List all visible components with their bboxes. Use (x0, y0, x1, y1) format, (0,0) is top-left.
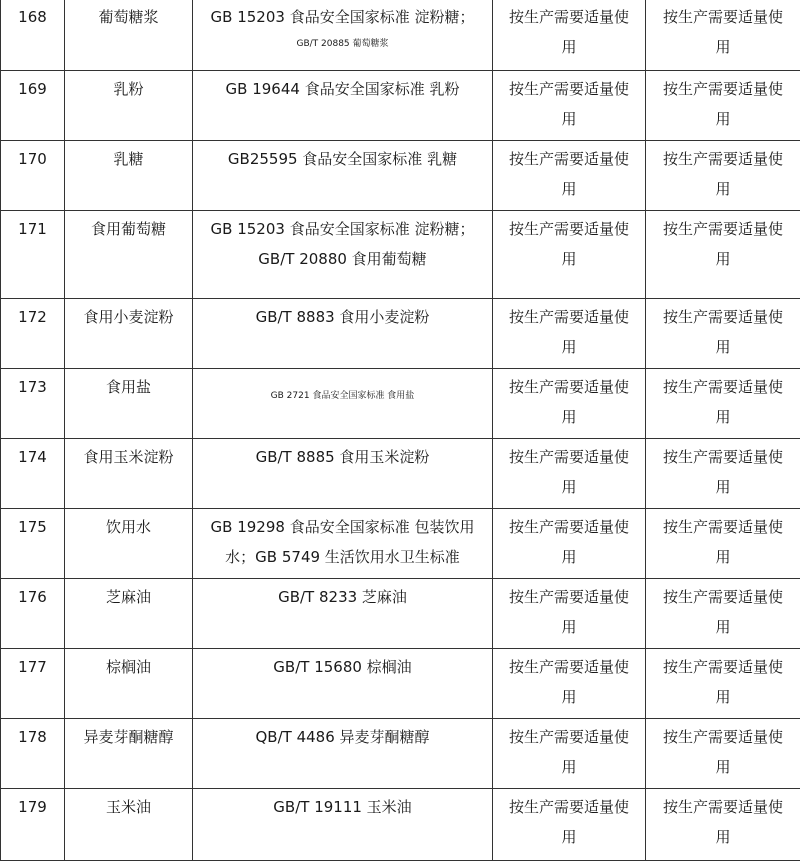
standard-cell (193, 439, 493, 509)
table-row (1, 509, 800, 579)
standard-text: GB25595 食品安全国家标准 乳糖 (227, 150, 458, 168)
table-row (1, 649, 800, 719)
standard-text: GB/T 8233 芝麻油 (278, 588, 407, 606)
standard-text: GB/T 15680 棕榈油 (273, 658, 412, 676)
row-number: 176 (1, 579, 65, 649)
standard-small-text: GB 2721 食品安全国家标准 食用盐 (270, 391, 415, 401)
usage-limit-1: 按生产需要适量使用 (493, 789, 646, 861)
table-row (1, 439, 800, 509)
usage-limit-2: 按生产需要适量使用 (646, 789, 800, 861)
table-row (1, 141, 800, 211)
standard-cell (193, 71, 493, 141)
usage-limit-2: 按生产需要适量使用 (646, 0, 800, 71)
usage-limit-1: 按生产需要适量使用 (493, 71, 646, 141)
standard-cell (193, 369, 493, 439)
standard-text: GB/T 19111 玉米油 (273, 798, 412, 816)
usage-limit-2: 按生产需要适量使用 (646, 579, 800, 649)
usage-limit-1: 按生产需要适量使用 (493, 439, 646, 509)
standard-cell (193, 649, 493, 719)
table-row (1, 789, 800, 861)
usage-limit-2: 按生产需要适量使用 (646, 439, 800, 509)
table-row (1, 719, 800, 789)
ingredient-name: 葡萄糖浆 (65, 0, 193, 71)
row-number: 174 (1, 439, 65, 509)
standard-text: GB/T 8885 食用玉米淀粉 (255, 448, 430, 466)
standard-text: QB/T 4486 异麦芽酮糖醇 (255, 728, 430, 746)
standard-cell (193, 789, 493, 861)
table-row (1, 299, 800, 369)
usage-limit-2: 按生产需要适量使用 (646, 509, 800, 579)
usage-limit-2: 按生产需要适量使用 (646, 141, 800, 211)
usage-limit-1: 按生产需要适量使用 (493, 579, 646, 649)
usage-limit-1: 按生产需要适量使用 (493, 0, 646, 71)
usage-limit-1: 按生产需要适量使用 (493, 299, 646, 369)
usage-limit-2: 按生产需要适量使用 (646, 719, 800, 789)
row-number: 169 (1, 71, 65, 141)
row-number: 170 (1, 141, 65, 211)
usage-limit-2: 按生产需要适量使用 (646, 649, 800, 719)
row-number: 172 (1, 299, 65, 369)
usage-limit-2: 按生产需要适量使用 (646, 299, 800, 369)
ingredient-name: 玉米油 (65, 789, 193, 861)
ingredient-name: 饮用水 (65, 509, 193, 579)
table-row (1, 71, 800, 141)
usage-limit-2: 按生产需要适量使用 (646, 369, 800, 439)
ingredient-name: 食用葡萄糖 (65, 211, 193, 299)
ingredient-name: 食用小麦淀粉 (65, 299, 193, 369)
standard-cell (193, 719, 493, 789)
standard-text: GB 15203 食品安全国家标准 淀粉糖；GB/T 20880 食用葡萄糖 (210, 220, 475, 268)
row-number: 179 (1, 789, 65, 861)
standard-text: GB 19298 食品安全国家标准 包装饮用水；GB 5749 生活饮用水卫生标准 (210, 518, 475, 566)
row-number: 168 (1, 0, 65, 71)
usage-limit-2: 按生产需要适量使用 (646, 211, 800, 299)
usage-limit-1: 按生产需要适量使用 (493, 649, 646, 719)
table-row (1, 0, 800, 71)
standard-small-text: GB/T 20885 葡萄糖浆 (296, 39, 389, 49)
usage-limit-1: 按生产需要适量使用 (493, 509, 646, 579)
ingredient-name: 芝麻油 (65, 579, 193, 649)
ingredient-name: 食用盐 (65, 369, 193, 439)
table-row (1, 369, 800, 439)
ingredient-name: 乳粉 (65, 71, 193, 141)
usage-limit-1: 按生产需要适量使用 (493, 719, 646, 789)
standard-cell (193, 141, 493, 211)
table-row (1, 211, 800, 299)
usage-limit-1: 按生产需要适量使用 (493, 369, 646, 439)
row-number: 178 (1, 719, 65, 789)
standard-text: GB 15203 食品安全国家标准 淀粉糖； (210, 8, 475, 26)
table-row (1, 579, 800, 649)
standard-cell (193, 0, 493, 71)
row-number: 171 (1, 211, 65, 299)
ingredient-name: 棕榈油 (65, 649, 193, 719)
usage-limit-1: 按生产需要适量使用 (493, 141, 646, 211)
usage-limit-2: 按生产需要适量使用 (646, 71, 800, 141)
row-number: 173 (1, 369, 65, 439)
usage-limit-1: 按生产需要适量使用 (493, 211, 646, 299)
standard-cell (193, 299, 493, 369)
standard-text: GB 19644 食品安全国家标准 乳粉 (225, 80, 460, 98)
row-number: 177 (1, 649, 65, 719)
ingredient-name: 食用玉米淀粉 (65, 439, 193, 509)
standard-cell (193, 579, 493, 649)
standard-text: GB/T 8883 食用小麦淀粉 (255, 308, 430, 326)
standard-cell (193, 509, 493, 579)
standard-cell (193, 211, 493, 299)
ingredient-name: 异麦芽酮糖醇 (65, 719, 193, 789)
ingredient-name: 乳糖 (65, 141, 193, 211)
row-number: 175 (1, 509, 65, 579)
